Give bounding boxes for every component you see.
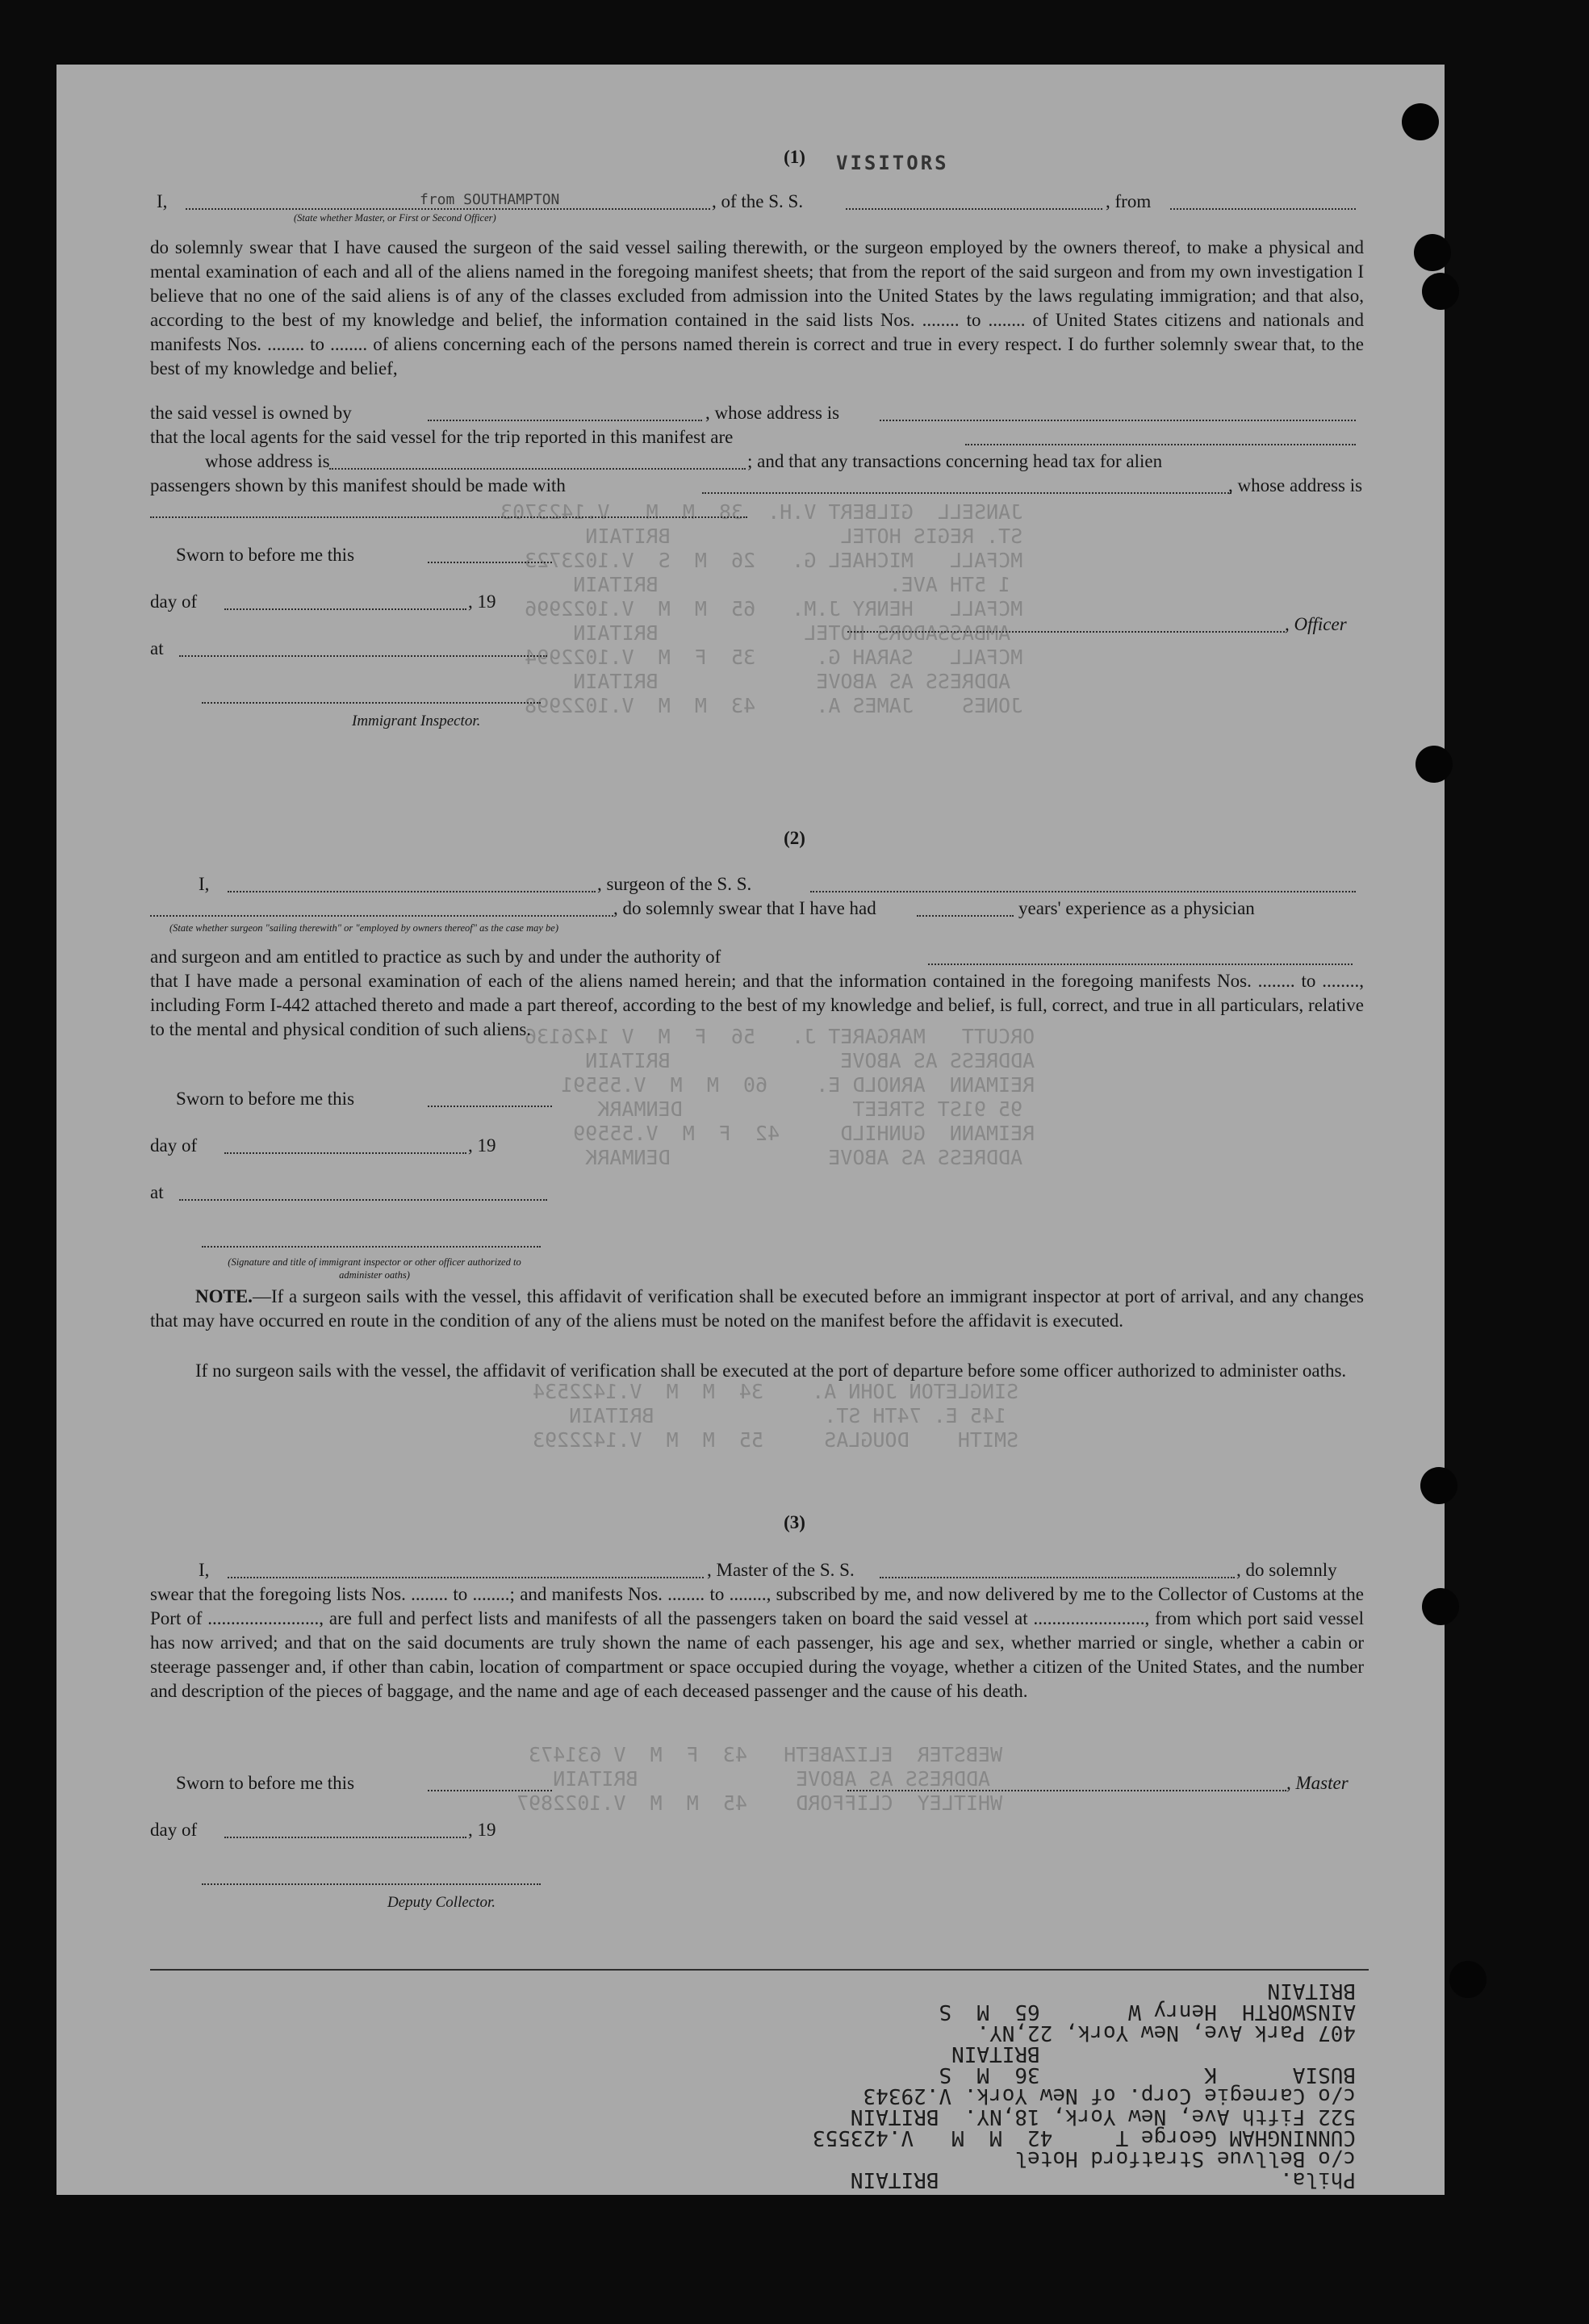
s1-from-label: , from: [1106, 191, 1152, 211]
s2-state-note: (State whether surgeon "sailing therewith" or "employed by owners thereof" as the case may be): [169, 922, 559, 934]
section-3-number: (3): [784, 1512, 805, 1532]
bleed-through-text: JANSELL GILBERT V.H. 38 M M V.1423703 ST. REGIS HOTEL BRITAIN MCFALL MICHAEL G. 26 M S V.1023723 1 5TH AVE. BRITAIN MCFALL HENRY J.M. 65 M M V.1022996 AMBASSADORS HOTEL BRITAIN MCFALL SARAH G. 35 F M V.1022994 ADDRESS AS ABOVE BRITAIN JONES JAMES A. 43 M M V.1022998: [500, 500, 1023, 717]
s3-do-swear-label: , do solemnly: [1236, 1560, 1337, 1580]
s1-oath-paragraph: do solemnly swear that I have caused the surgeon of the said vessel sailing therewith, or the surgeon employed by the owners thereof, to make a physical and mental examination of each and all of the aliens named in the foregoing manifest sheets; that from the report of the said surgeon and from my own investigation I believe that no one of the said aliens is of any of the classes excluded from admission into the United States by the laws regulating immigration; and that also, according to the best of my knowledge and belief, the information contained in the said lists Nos. ........ to ........ of United States citizens and nationals and manifests Nos. ........ to ........ of aliens concerning each of the persons named therein is correct and true in every respect. I do further solemnly swear that, to the best of my knowledge and belief,: [150, 237, 1364, 378]
s1-agents-label: that the local agents for the said vessel for the trip reported in this manifest are: [150, 427, 734, 447]
s2-do-swear-label: , do solemnly swear that I have had: [613, 898, 876, 918]
bottom-rule: [150, 1969, 1369, 1971]
s1-state-note: (State whether Master, or First or Second Officer): [294, 212, 496, 224]
note-text-1: —If a surgeon sails with the vessel, this affidavit of verification shall be executed before an immigrant inspector at port of arrival, and any changes that may have occurred en route in the condition of any of the aliens must be noted on the manifest before the affidavit is executed.: [150, 1286, 1364, 1331]
s2-oath-paragraph: that I have made a personal examination of each of the aliens named herein; and that the information contained in the foregoing manifests Nos. ........ to ........, including Form I-442 attached thereto and made a part thereof, according to the best of my knowledge and belief, is full, correct, and true in all particulars, relative to the mental and physical condition of such aliens.: [150, 971, 1364, 1039]
s1-i-label: I,: [157, 191, 168, 211]
s3-deputy-label: Deputy Collector.: [387, 1894, 496, 1911]
punch-hole: [1420, 1467, 1457, 1504]
s1-whose-address-is-label: , whose address is: [1228, 475, 1363, 495]
punch-hole: [1402, 103, 1439, 140]
bleed-through-text: WEBSTER ELIZABETH 43 F M V 631473 ADDRESS AS ABOVE BRITAIN WHITLEY CLIFFORD 45 M M V.1022897: [516, 1743, 1003, 1815]
s2-years-label: years' experience as a physician: [1018, 898, 1255, 918]
typed-line: BRITAIN: [1267, 1979, 1356, 2003]
s1-owned-by-label: the said vessel is owned by: [150, 403, 352, 423]
s2-surgeon-of-label: , surgeon of the S. S.: [597, 874, 752, 894]
s2-sworn-label: Sworn to before me this: [176, 1089, 355, 1109]
s3-i-label: I,: [199, 1560, 210, 1580]
s3-sworn-label: Sworn to before me this: [176, 1773, 355, 1793]
s1-sworn-label: Sworn to before me this: [176, 545, 355, 565]
typed-line: CUNNINGHAM George T 42 M M V.423553: [812, 2125, 1356, 2150]
punch-hole: [1422, 1588, 1459, 1625]
s1-year-label: , 19: [468, 591, 496, 612]
s1-whose-address-label: , whose address is: [705, 403, 840, 423]
note-label: NOTE.: [195, 1286, 253, 1306]
bleed-through-text: SINGLETON JOHN A. 34 M M V.1422534 145 E. 74TH ST. BRITAIN SMITH DOUGLAS 55 M M V.1422293: [533, 1380, 1019, 1452]
typed-line: 407 Park Ave, New York, 22,NY.: [976, 2021, 1356, 2045]
s2-at-label: at: [150, 1182, 164, 1202]
s2-day-of-label: day of: [150, 1135, 198, 1156]
s3-day-of-label: day of: [150, 1820, 198, 1840]
bleed-through-text: ORCUTT MARGARET J. 56 F M V 1426136 ADDRESS AS ABOVE BRITAIN REIMANN ARNOLD E. 60 M M V.55591 95 91ST STREET DENMARK REIMANN GUNHILD 42 F M V.55599 ADDRESS AS ABOVE DENMARK: [525, 1025, 1035, 1169]
typed-line: c/o Carnegie Corp. of New York. V.29343: [863, 2084, 1356, 2108]
s1-head-tax-label: ; and that any transactions concerning head tax for alien: [747, 451, 1163, 471]
s1-officer-label: , Officer: [1285, 614, 1347, 634]
s1-at-label: at: [150, 638, 164, 658]
s3-year-label: , 19: [468, 1820, 496, 1840]
typed-line: BUSIA K 36 M S: [939, 2063, 1356, 2087]
section-1-number: (1): [784, 147, 805, 167]
punch-hole: [1414, 234, 1451, 271]
typed-line: BRITAIN: [951, 2042, 1356, 2066]
s2-year-label: , 19: [468, 1135, 496, 1156]
s2-signature-note: (Signature and title of immigrant inspector or other officer authorized to administer oaths): [228, 1256, 521, 1281]
typed-line: AINSWORTH Henry W 65 M S: [939, 2000, 1356, 2024]
punch-hole: [1449, 1961, 1487, 1998]
note-paragraph-2: If no surgeon sails with the vessel, the affidavit of verification shall be executed at the port of departure before some officer authorized to administer oaths.: [195, 1361, 1347, 1381]
typed-line: 522 Fifth Ave, New York, 18,NY. BRITAIN: [850, 2105, 1356, 2129]
section-2-number: (2): [784, 828, 805, 848]
s1-from-port-stamp: from SOUTHAMPTON: [420, 191, 560, 208]
s2-entitled-label: and surgeon and am entitled to practice as such by and under the authority of: [150, 947, 721, 967]
typed-line: c/o Bellvue Stratford Hotel: [1014, 2146, 1356, 2171]
note-paragraph-1: [150, 1285, 1364, 1333]
typed-passenger-entries: [484, 1979, 1356, 2192]
s1-of-ss-label: , of the S. S.: [712, 191, 804, 211]
s1-inspector-label: Immigrant Inspector.: [352, 713, 481, 729]
s3-oath-paragraph: swear that the foregoing lists Nos. ........ to ........; and manifests Nos. ........ to ........, subscribed by me, and now delivered by me to the Collector of Customs at the Port of ........................, are full and perfect lists and manifests of all the passengers taken on board the said vessel at ........................, from which port said vessel has now arrived; and that on the said documents are truly shown the name of each passenger, his age and sex, whether married or single, whether a cabin or steerage passenger and, if other than cabin, location of compartment or space occupied during the voyage, whether a citizen of the United States, and the number and description of the pieces of baggage, and the name and age of each deceased passenger and the cause of his death.: [150, 1584, 1364, 1701]
punch-hole: [1422, 273, 1459, 310]
s1-passengers-label: passengers shown by this manifest should be made with: [150, 475, 566, 495]
s3-master-of-label: , Master of the S. S.: [707, 1560, 855, 1580]
s1-day-of-label: day of: [150, 591, 198, 612]
s3-master-label: , Master: [1286, 1773, 1349, 1793]
s1-whose-address2-label: whose address is: [205, 451, 330, 471]
s2-i-label: I,: [199, 874, 210, 894]
visitors-stamp: VISITORS: [836, 152, 949, 174]
punch-hole: [1415, 746, 1453, 783]
typed-line: Phila. BRITAIN: [850, 2167, 1356, 2192]
